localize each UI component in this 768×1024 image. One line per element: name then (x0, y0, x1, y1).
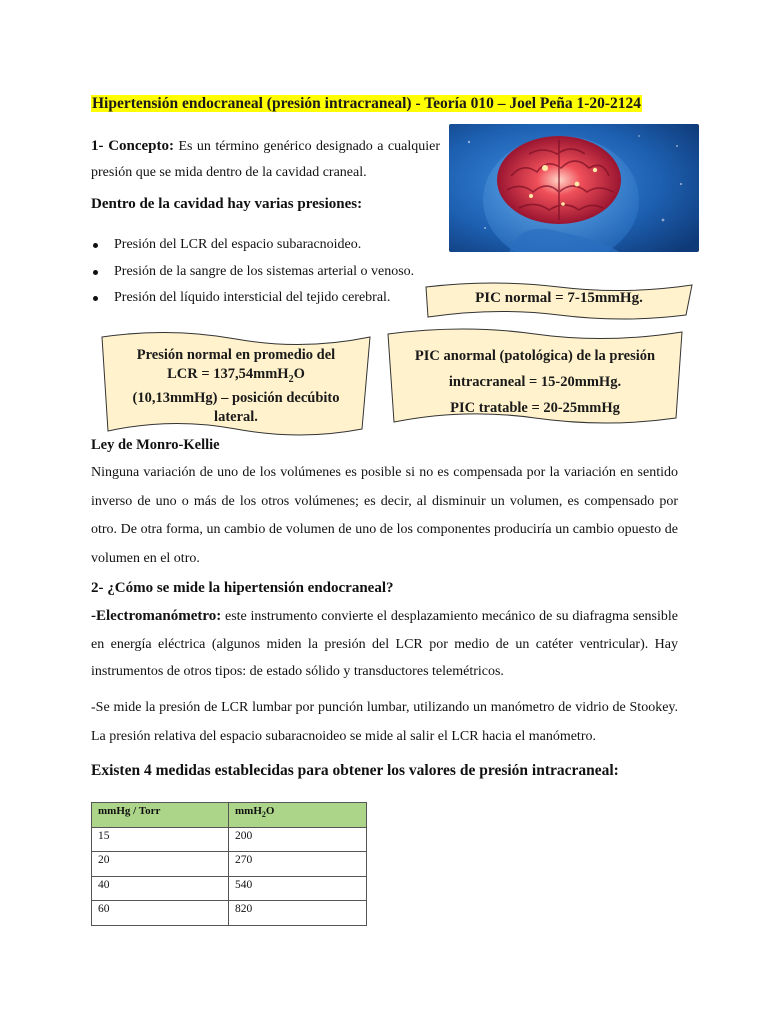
lcr-text-start: Presión normal en promedio del LCR = 137,54mmH (136, 347, 336, 382)
electromanometer-text: este instrumento convierte el desplazamiento mecánico de su diafragma sensible en energía eléctrica (algunos miden la presión del LCR por medio de un catéter ventricular). Hay instrumentos de otros tipos: de estado sólido y transductores telemétricos. (91, 609, 678, 679)
table-cell-mmh2o: 540 (229, 876, 367, 901)
lcr-pressure-text (94, 346, 378, 427)
lumbar-puncture-paragraph: -Se mide la presión de LCR lumbar por punción lumbar, utilizando un manómetro de vidrio de Stookey. La presión relativa del espacio subaracnoideo se mide al salir el LCR hacia el manómetro. (91, 700, 678, 744)
bullet-icon (93, 270, 98, 275)
measurement-heading: 2- ¿Cómo se mide la hipertensión endocraneal? (91, 580, 394, 596)
concept-paragraph (91, 133, 440, 186)
table-header-mmh2o (229, 803, 367, 828)
lcr-pressure-callout (94, 331, 378, 441)
header-text-subscript: 2 (261, 810, 266, 820)
pic-treatable-line: PIC tratable = 20-25mmHg (450, 400, 620, 416)
list-item (91, 285, 451, 312)
table-cell-mmhg: 20 (92, 852, 229, 877)
electromanometer-label: -Electromanómetro: (91, 608, 222, 624)
concept-label: 1- Concepto: (91, 138, 175, 154)
table-header-row (92, 803, 367, 828)
brain-illustration (449, 124, 699, 252)
brain-illustration-icon (449, 124, 699, 252)
table-row (92, 827, 367, 852)
table-cell-mmh2o: 820 (229, 901, 367, 926)
monro-kellie-paragraph: Ninguna variación de uno de los volúmenes es posible si no es compensada por la variación en sentido inverso de uno o más de los otros volúmenes; es decir, al disminuir un volumen, es compensado por otro. De otra forma, un cambio de volumen de uno de los componentes produciría un cambio opuesto de volumen en el otro. (91, 465, 678, 566)
pressure-values-table (91, 802, 367, 926)
table-cell-mmh2o: 270 (229, 852, 367, 877)
monro-kellie-heading: Ley de Monro-Kellie (91, 437, 220, 453)
list-item (91, 259, 451, 286)
table-cell-mmhg: 40 (92, 876, 229, 901)
table-row (92, 876, 367, 901)
pic-abnormal-line: PIC anormal (patológica) de la presión intracraneal = 15-20mmHg. (414, 348, 656, 390)
list-item-text: Presión del LCR del espacio subaracnoideo. (114, 237, 362, 252)
bullet-icon (93, 243, 98, 248)
lcr-text-subscript: 2 (288, 373, 294, 385)
title-block (91, 95, 691, 113)
pressures-list (91, 232, 451, 312)
page-title: Hipertensión endocraneal (presión intracraneal) - Teoría 010 – Joel Peña 1-20-2124 (92, 95, 642, 112)
table-header-mmhg: mmHg / Torr (92, 803, 229, 828)
table-row (92, 901, 367, 926)
pic-abnormal-callout (384, 326, 686, 430)
list-item-text: Presión de la sangre de los sistemas arterial o venoso. (114, 263, 415, 279)
table-cell-mmhg: 15 (92, 827, 229, 852)
pic-abnormal-text (384, 343, 686, 421)
table-row (92, 852, 367, 877)
list-item (91, 232, 451, 259)
header-text-start: mmH (235, 805, 262, 817)
table-cell-mmh2o: 200 (229, 827, 367, 852)
table-cell-mmhg: 60 (92, 901, 229, 926)
header-text-end: O (265, 805, 275, 817)
pressures-heading: Dentro de la cavidad hay varias presiones: (91, 196, 363, 212)
pic-normal-text: PIC normal = 7-15mmHg. (475, 290, 643, 306)
pic-normal-callout (424, 281, 694, 321)
bullet-icon (93, 296, 98, 301)
concept-text: Es un término genérico designado a cualquier presión que se mida dentro de la cavidad craneal. (91, 139, 440, 180)
list-item-text: Presión del líquido intersticial del tejido cerebral. (114, 290, 391, 305)
electromanometer-paragraph (91, 603, 678, 686)
measures-heading: Existen 4 medidas establecidas para obtener los valores de presión intracraneal: (91, 762, 619, 779)
lcr-text-end: O (10,13mmHg) – posición decúbito lateral. (132, 366, 340, 425)
